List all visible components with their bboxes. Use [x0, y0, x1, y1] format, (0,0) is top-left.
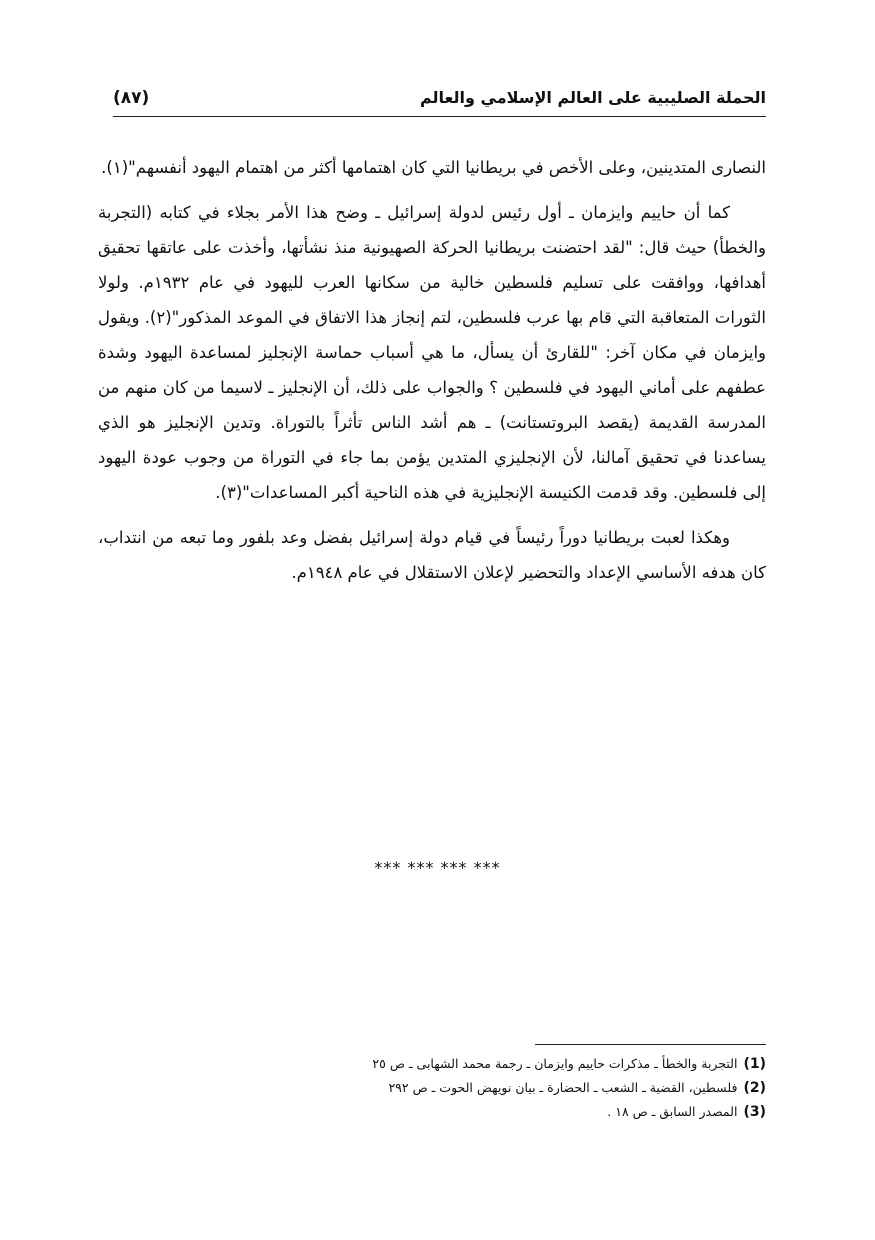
section-separator: *** *** *** *** — [374, 858, 501, 877]
footnote-mark: (2) — [743, 1080, 766, 1096]
running-header — [113, 86, 766, 117]
footnote-mark: (3) — [743, 1104, 766, 1120]
footnote-3 — [200, 1100, 766, 1124]
footnote-2 — [200, 1076, 766, 1100]
footnote-mark: (1) — [743, 1056, 766, 1072]
footnote-divider — [535, 1044, 766, 1045]
footnotes — [200, 1052, 766, 1124]
paragraph-3: وهكذا لعبت بريطانيا دوراً رئيساً في قيام دولة إسرائيل بفضل وعد بلفور وما تبعه من انتداب، كان هدفه الأساسي الإعداد والتحضير لإعلان الاستقلال في عام ١٩٤٨م. — [98, 528, 766, 582]
header-title: الحملة الصليبية على العالم الإسلامي والعالم — [419, 88, 766, 107]
footnote-1 — [200, 1052, 766, 1076]
paragraph-2: كما أن حاييم وايزمان ـ أول رئيس لدولة إسرائيل ـ وضح هذا الأمر بجلاء في كتابه (التجربة والخطأ) حيث قال: "لقد احتضنت بريطانيا الحركة الصهيونية منذ نشأتها، وأخذت على عاتقها تحقيق أهدافها، ووافقت على تسليم فلسطين خالية من سكانها العرب لليهود في عام ١٩٣٢م. ولولا الثورات المتعاقبة التي قام بها عرب فلسطين، لتم إنجاز هذا الاتفاق في الموعد المذكور"(٢). ويقول وايزمان في مكان آخر: "للقارئ أن يسأل، ما هي أسباب حماسة الإنجليز لمساعدة اليهود وشدة عطفهم على أماني اليهود في فلسطين ؟ والجواب على ذلك، أن الإنجليز ـ لاسيما من كان منهم من المدرسة القديمة (يقصد البروتستانت) ـ هم أشد الناس تأثراً بالتوراة. وتدين الإنجليز هو الذي يساعدنا في تحقيق آمالنا، لأن الإنجليزي المتدين يؤمن بما جاء في التوراة من وجوب عودة اليهود إلى فلسطين. وقد قدمت الكنيسة الإنجليزية في هذه الناحية أكبر المساعدات"(٣). — [98, 203, 767, 502]
footnote-text: المصدر السابق ـ ص ١٨ . — [607, 1104, 738, 1119]
footnote-text: التجربة والخطأ ـ مذكرات حاييم وايزمان ـ رجمة محمد الشهابى ـ ص ٢٥ — [372, 1056, 738, 1071]
page-number: (٨٧) — [113, 88, 150, 108]
paragraph-1: النصارى المتدينين، وعلى الأخص في بريطانيا التي كان اهتمامها أكثر من اهتمام اليهود أنفسهم"(١). — [101, 158, 766, 177]
footnote-text: فلسطين، القضية ـ الشعب ـ الحضارة ـ بيان نويهض الحوت ـ ص ٢٩٢ — [388, 1080, 738, 1095]
body-text — [98, 150, 766, 600]
